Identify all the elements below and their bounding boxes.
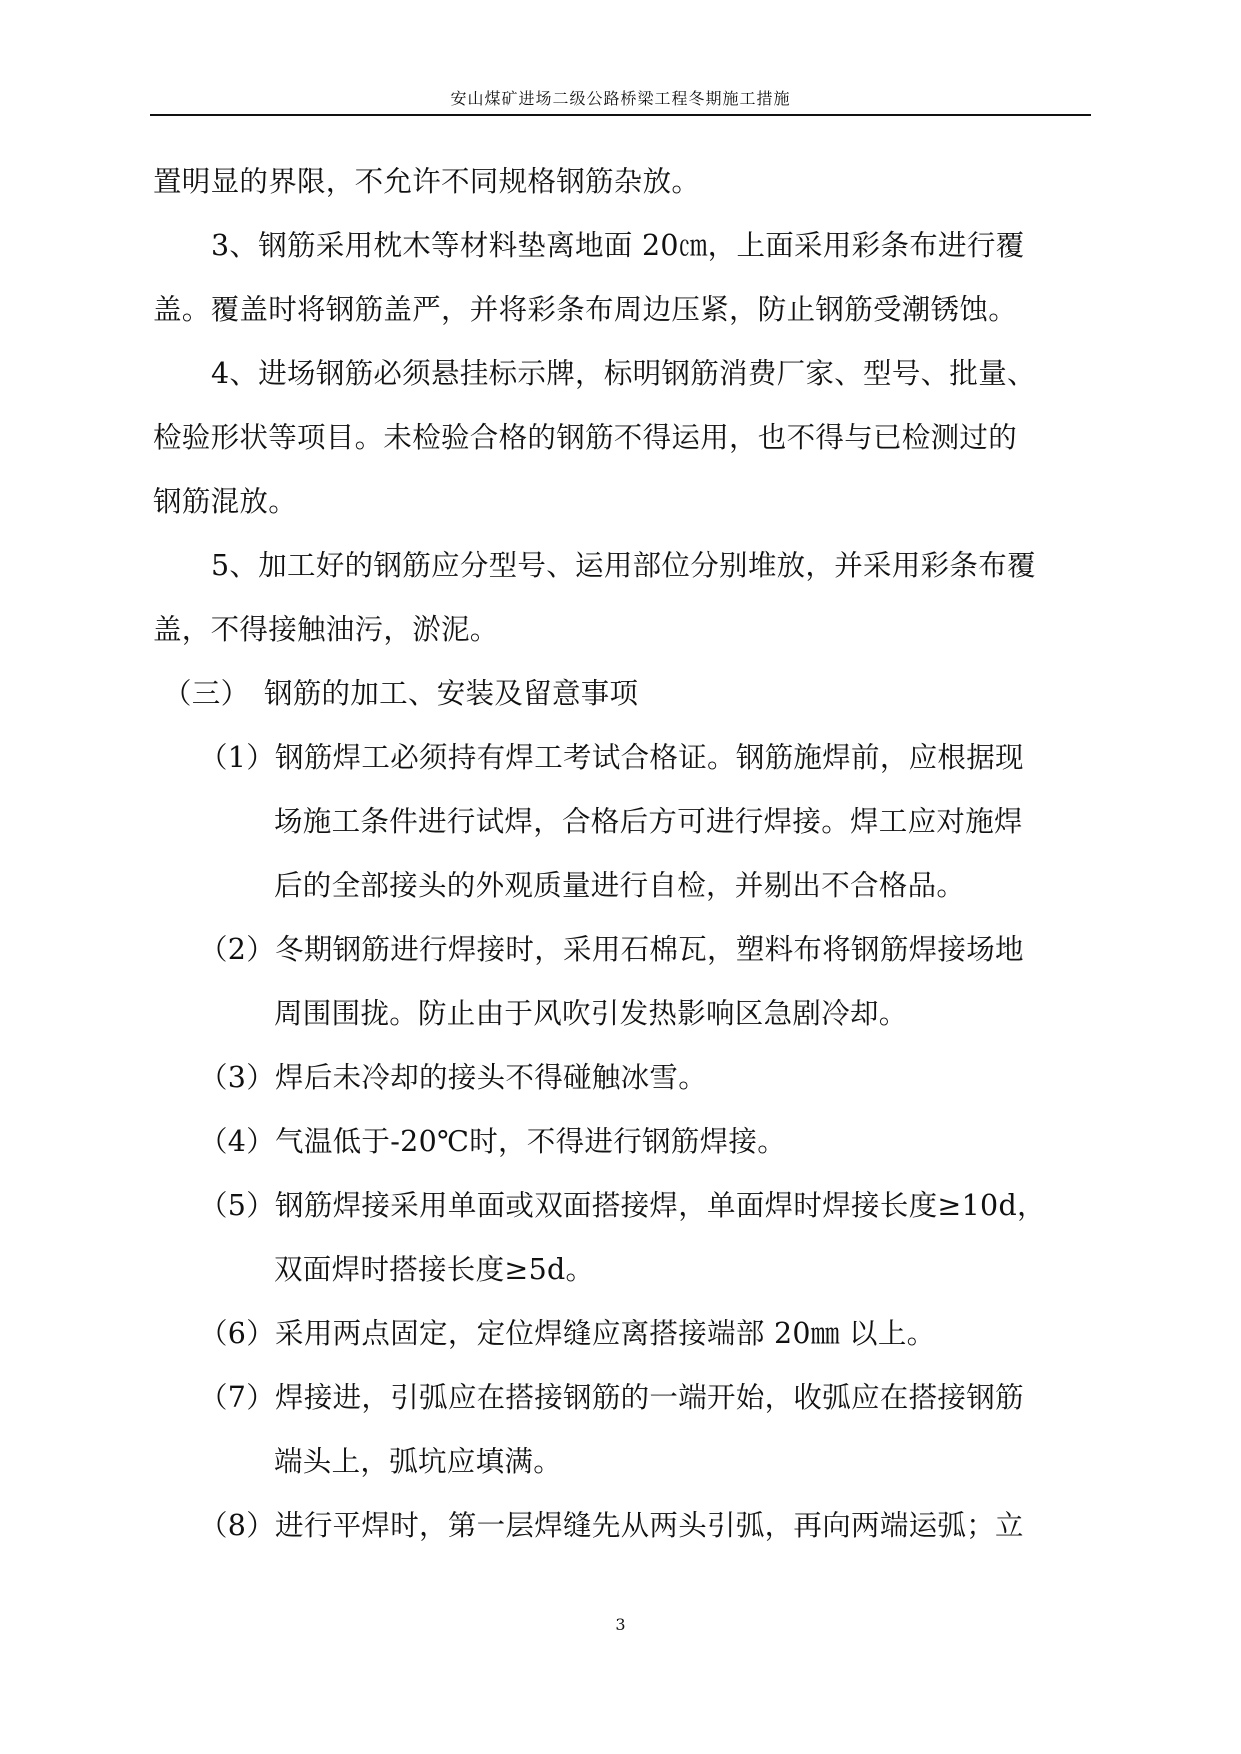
list-item-continuation: 后的全部接头的外观质量进行自检，并剔出不合格品。	[274, 869, 966, 902]
text-line: 检验形状等项目。未检验合格的钢筋不得运用，也不得与已检测过的	[153, 421, 1018, 454]
list-item-continuation: 场施工条件进行试焊，合格后方可进行焊接。焊工应对施焊	[274, 805, 1023, 838]
list-item: （7）焊接进，引弧应在搭接钢筋的一端开始，收弧应在搭接钢筋	[199, 1381, 1024, 1414]
page-header: 安山煤矿进场二级公路桥梁工程冬期施工措施	[150, 84, 1091, 116]
document-body	[153, 150, 1093, 1558]
list-item: （4）气温低于-20℃时，不得进行钢筋焊接。	[199, 1125, 787, 1158]
list-item: （3）焊后未冷却的接头不得碰触冰雪。	[199, 1061, 708, 1094]
text-line: 5、加工好的钢筋应分型号、运用部位分别堆放，并采用彩条布覆	[211, 549, 1036, 582]
text-line: 钢筋混放。	[153, 485, 298, 518]
text-line: 4、进场钢筋必须悬挂标示牌，标明钢筋消费厂家、型号、批量、	[211, 357, 1036, 390]
list-item: （8）进行平焊时，第一层焊缝先从两头引弧，再向两端运弧；立	[199, 1509, 1024, 1542]
text-line: 盖，不得接触油污，淤泥。	[153, 613, 499, 646]
page-number: 3	[615, 1615, 626, 1634]
text-line: 3、钢筋采用枕木等材料垫离地面 20㎝，上面采用彩条布进行覆	[211, 229, 1025, 262]
text-line: 置明显的界限，不允许不同规格钢筋杂放。	[153, 165, 701, 198]
list-item: （5）钢筋焊接采用单面或双面搭接焊，单面焊时焊接长度≥10d，	[199, 1189, 1046, 1222]
text-line: 盖。覆盖时将钢筋盖严，并将彩条布周边压紧，防止钢筋受潮锈蚀。	[153, 293, 1018, 326]
list-item-continuation: 端头上，弧坑应填满。	[274, 1445, 563, 1478]
list-item: （6）采用两点固定，定位焊缝应离搭接端部 20㎜ 以上。	[199, 1317, 936, 1350]
section-heading: （三） 钢筋的加工、安装及留意事项	[163, 677, 639, 710]
list-item-continuation: 双面焊时搭接长度≥5d。	[274, 1253, 595, 1286]
list-item-continuation: 周围围拢。防止由于风吹引发热影响区急剧冷却。	[274, 997, 908, 1030]
list-item: （2）冬期钢筋进行焊接时，采用石棉瓦，塑料布将钢筋焊接场地	[199, 933, 1024, 966]
list-item: （1）钢筋焊工必须持有焊工考试合格证。钢筋施焊前，应根据现	[199, 741, 1024, 774]
